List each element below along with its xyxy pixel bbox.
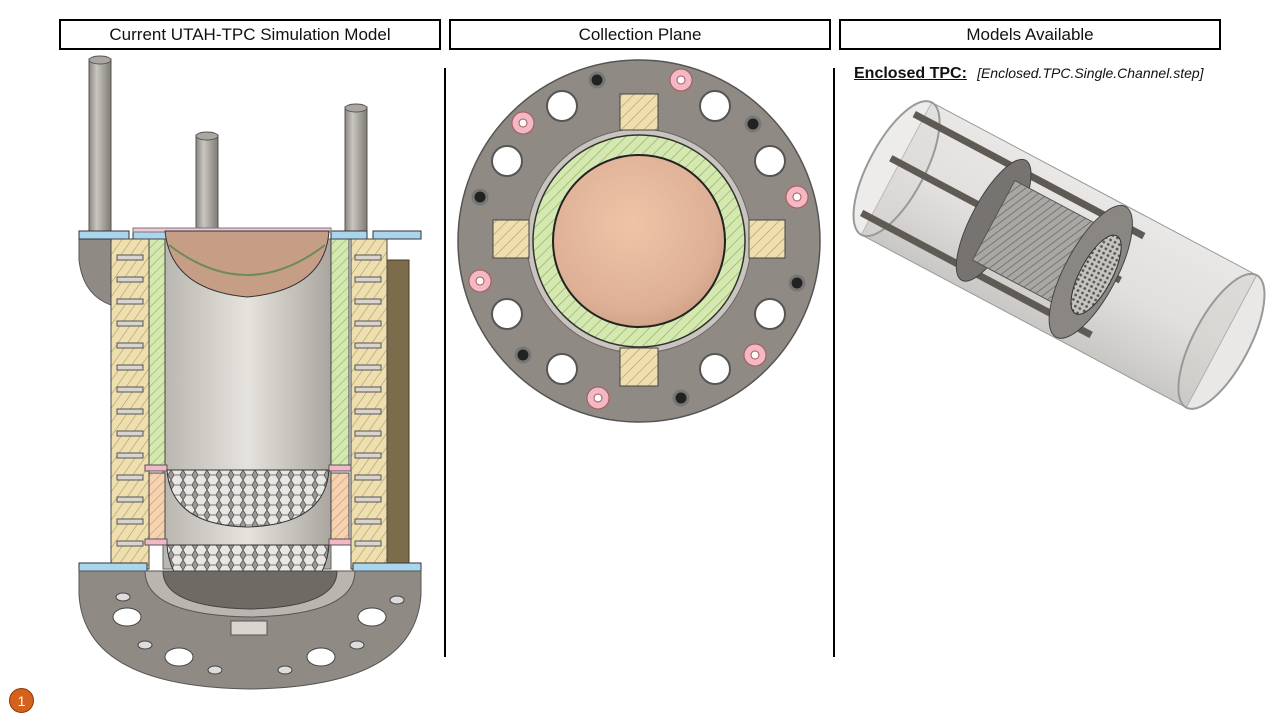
slide-number-badge: 1 bbox=[9, 688, 34, 713]
divider-right bbox=[833, 68, 835, 657]
model-name[interactable]: Enclosed TPC: bbox=[854, 65, 967, 82]
divider-left bbox=[444, 68, 446, 657]
model-filename: [Enclosed.TPC.Single.Channel.step] bbox=[977, 65, 1204, 81]
header-models-available: Models Available bbox=[839, 19, 1221, 50]
model-caption bbox=[854, 65, 1204, 83]
tpc-cross-section-drawing bbox=[75, 55, 425, 695]
header-simulation-model: Current UTAH-TPC Simulation Model bbox=[59, 19, 441, 50]
enclosed-tpc-render bbox=[845, 85, 1273, 425]
collection-plane-drawing bbox=[455, 58, 823, 424]
header-collection-plane: Collection Plane bbox=[449, 19, 831, 50]
